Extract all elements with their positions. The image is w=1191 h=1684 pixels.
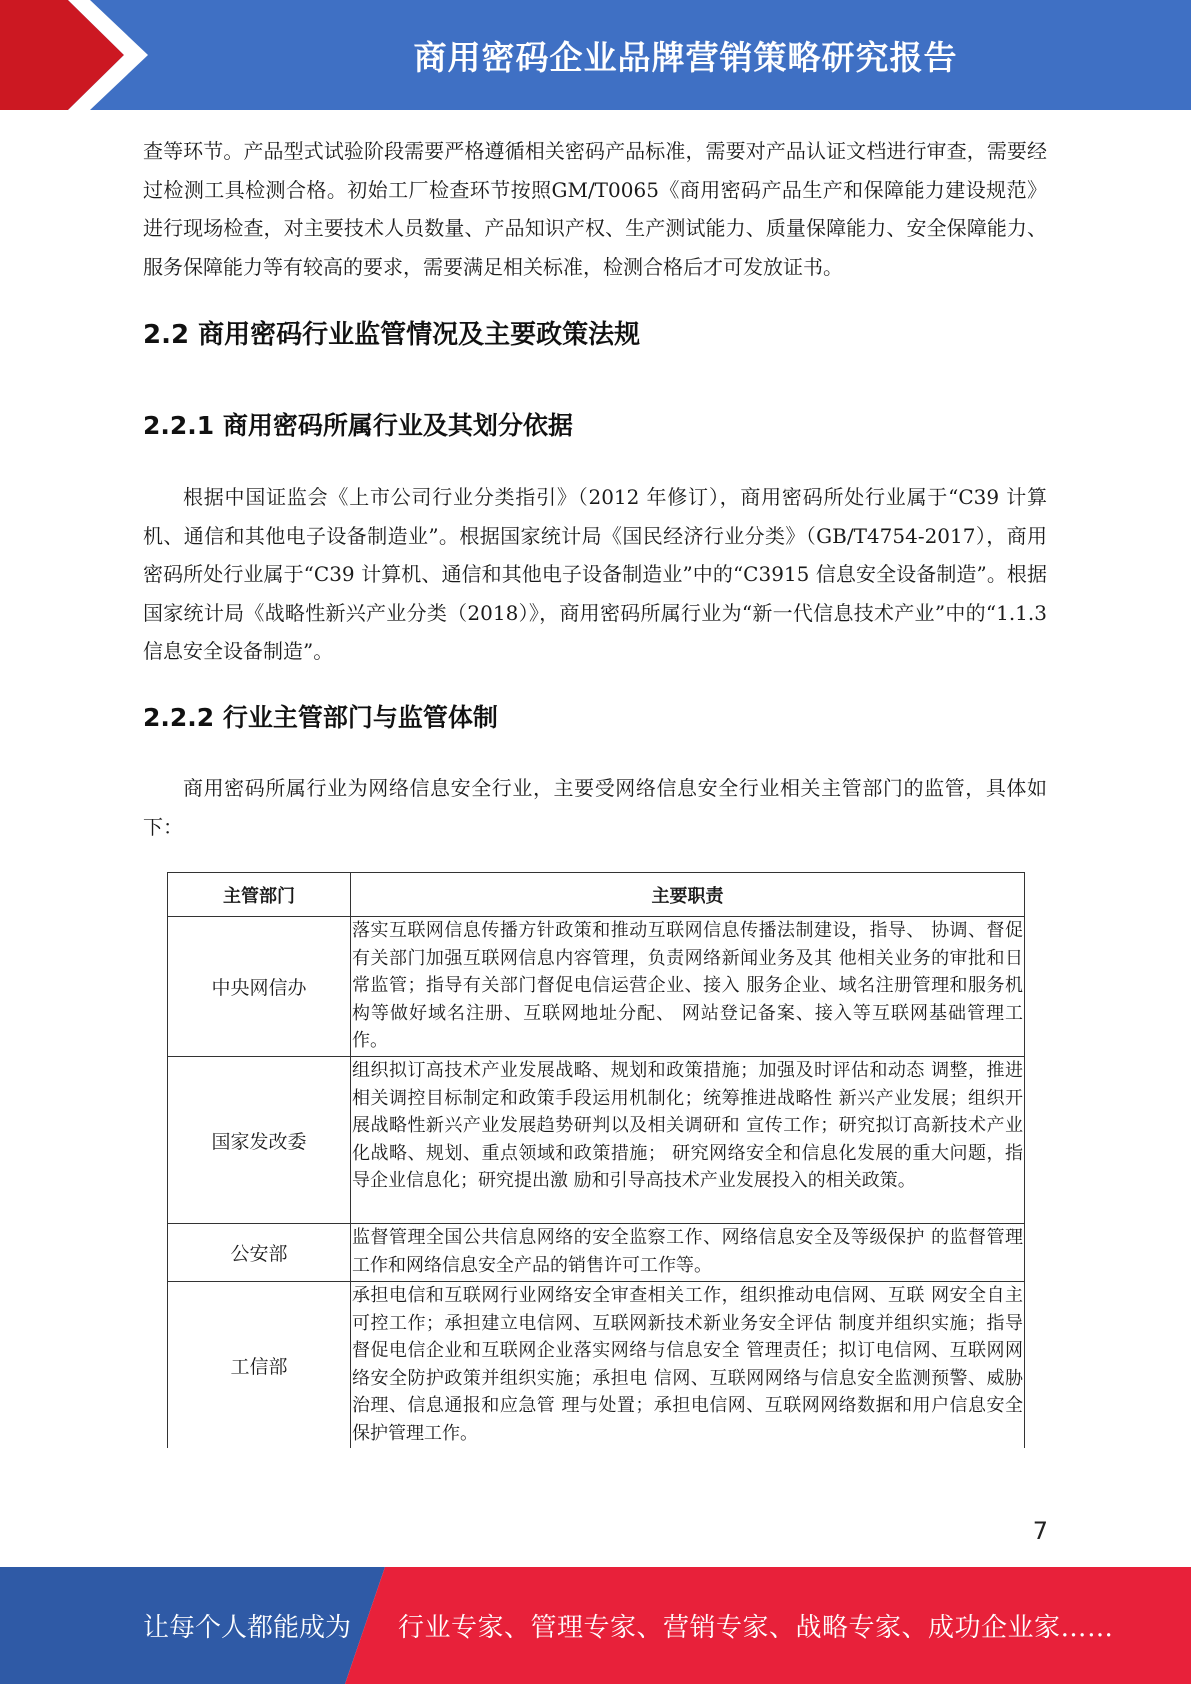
table-row: [168, 1224, 1025, 1282]
page-number: 7: [1032, 1517, 1048, 1545]
section-heading-2-2-1: 2.2.1 商用密码所属行业及其划分依据: [143, 411, 573, 440]
table-cell-dept: 国家发改委: [168, 1057, 351, 1224]
table-header-row: [168, 873, 1025, 917]
industry-basis-block: [143, 478, 1047, 671]
table-cell-duty: 组织拟订高技术产业发展战略、规划和政策措施；加强及时评估和动态 调整，推进相关调控目标制定和政策手段运用机制化；统筹推进战略性 新兴产业发展；组织开展战略性新兴产业发展趋势研判以及相关调研和 宣传工作；研究拟订高新技术产业化战略、规划、重点领域和政策措施； 研究网络安全和信息化发展的重大问题，指导企业信息化；研究提出激 励和引导高技术产业发展投入的相关政策。: [351, 1057, 1025, 1224]
regulators-intro-block: [143, 769, 1047, 846]
table-cell-duty: 监督管理全国公共信息网络的安全监察工作、网络信息安全及等级保护 的监督管理工作和网络信息安全产品的销售许可工作等。: [351, 1224, 1025, 1282]
footer-slogan-right: 行业专家、管理专家、营销专家、战略专家、成功企业家……: [398, 1613, 1114, 1643]
footer-slogan-left: 让每个人都能成为: [143, 1613, 352, 1643]
table-cell-duty: 承担电信和互联网行业网络安全审查相关工作，组织推动电信网、互联 网安全自主可控工作；承担建立电信网、互联网新技术新业务安全评估 制度并组织实施；指导督促电信企业和互联网企业落实网络与信息安全 管理责任；拟订电信网、互联网网络安全防护政策并组织实施；承担电 信网、互联网网络与信息安全监测预警、威胁治理、信息通报和应急管 理与处置；承担电信网、互联网网络数据和用户信息安全保护管理工作。: [351, 1282, 1025, 1449]
section-heading-2-2: 2.2 商用密码行业监管情况及主要政策法规: [143, 320, 641, 350]
page-header: [0, 0, 1191, 110]
regulators-intro-paragraph: 商用密码所属行业为网络信息安全行业，主要受网络信息安全行业相关主管部门的监管，具体如下：: [143, 776, 1047, 839]
section-heading-2-2-2: 2.2.2 行业主管部门与监管体制: [143, 703, 498, 732]
table-cell-dept: 公安部: [168, 1224, 351, 1282]
continuation-block: [143, 132, 1047, 286]
table-row: [168, 1057, 1025, 1224]
continuation-paragraph: 查等环节。产品型式试验阶段需要严格遵循相关密码产品标准，需要对产品认证文档进行审查，需要经过检测工具检测合格。初始工厂检查环节按照GM/T0065《商用密码产品生产和保障能力建设规范》进行现场检查，对主要技术人员数量、产品知识产权、生产测试能力、质量保障能力、安全保障能力、服务保障能力等有较高的要求，需要满足相关标准，检测合格后才可发放证书。: [143, 139, 1047, 279]
table-row: [168, 1282, 1025, 1449]
table-header-duty: 主要职责: [351, 873, 1025, 917]
table-cell-duty: 落实互联网信息传播方针政策和推动互联网信息传播法制建设，指导、 协调、督促有关部门加强互联网信息内容管理，负责网络新闻业务及其 他相关业务的审批和日常监管；指导有关部门督促电信运营企业、接入 服务企业、域名注册管理和服务机构等做好域名注册、互联网地址分配、 网站登记备案、接入等互联网基础管理工作。: [351, 917, 1025, 1057]
report-title: 商用密码企业品牌营销策略研究报告: [413, 37, 958, 77]
table-cell-dept: 工信部: [168, 1282, 351, 1449]
regulators-table: [167, 872, 1025, 1448]
industry-basis-paragraph: 根据中国证监会《上市公司行业分类指引》（2012 年修订），商用密码所处行业属于“C39 计算机、通信和其他电子设备制造业”。根据国家统计局《国民经济行业分类》（GB/T4754-2017），商用密码所处行业属于“C39 计算机、通信和其他电子设备制造业”中的“C3915 信息安全设备制造”。根据国家统计局《战略性新兴产业分类（2018）》，商用密码所属行业为“新一代信息技术产业”中的“1.1.3 信息安全设备制造”。: [143, 485, 1047, 663]
page-footer: [0, 1567, 1191, 1684]
table-cell-dept: 中央网信办: [168, 917, 351, 1057]
table-header-dept: 主管部门: [168, 873, 351, 917]
table-row: [168, 917, 1025, 1057]
